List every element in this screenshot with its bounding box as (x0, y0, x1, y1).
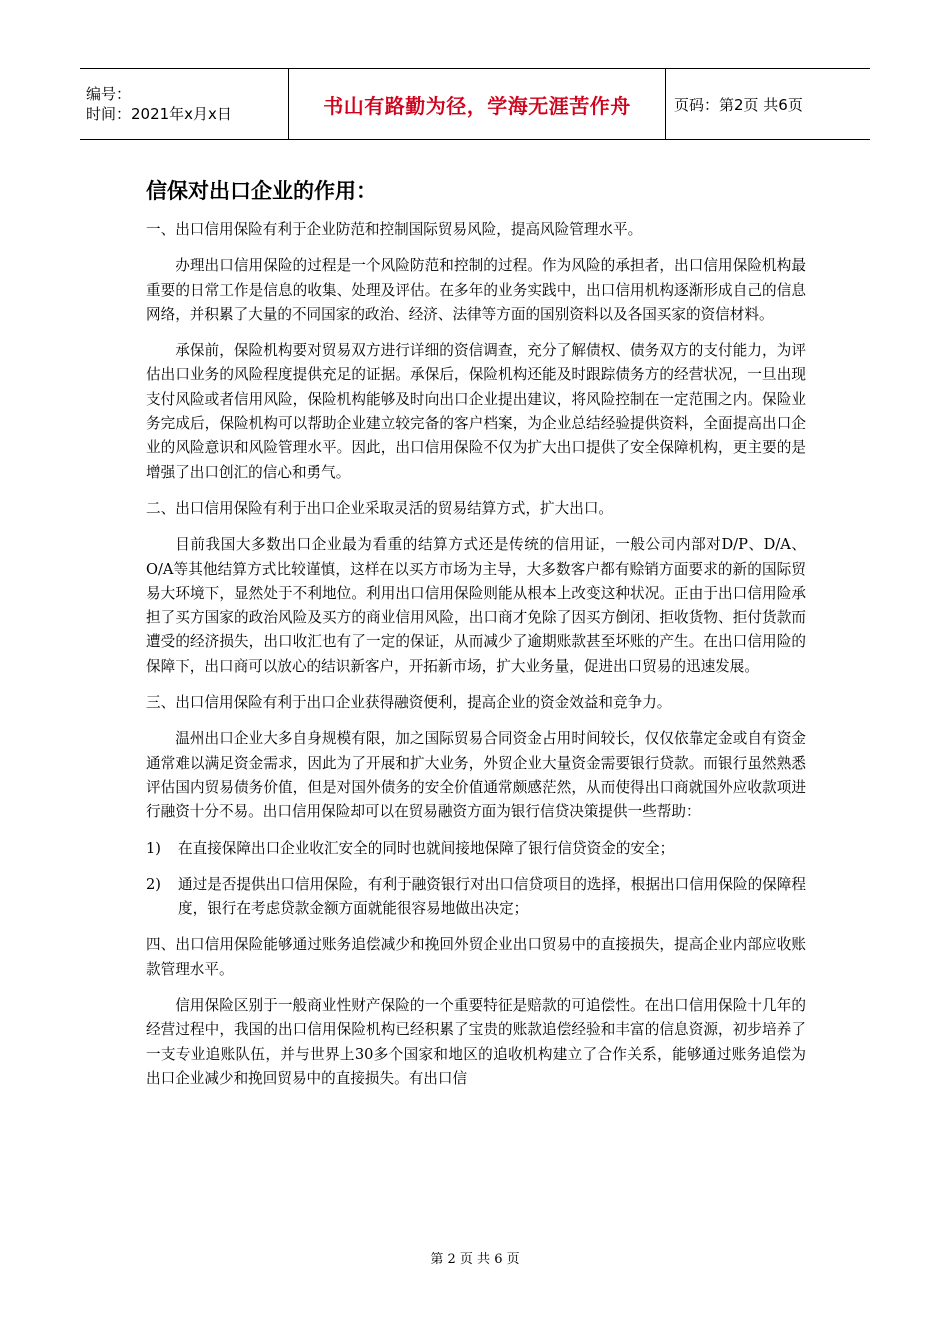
list-item-number: 1) (146, 839, 161, 857)
list-item (146, 837, 806, 861)
document-body (146, 218, 806, 1103)
page-label: 页码：第2页 共6页 (674, 95, 803, 114)
body-paragraph: 承保前，保险机构要对贸易双方进行详细的资信调查，充分了解债权、债务双方的支付能力，为评估出口业务的风险程度提供充足的证据。承保后，保险机构还能及时跟踪债务方的经营状况，一旦出现支付风险或者信用风险，保险机构能够及时向出口企业提出建议，将风险控制在一定范围之内。保险业务完成后，保险机构可以帮助企业建立较完备的客户档案，为企业总结经验提供资料，全面提高出口企业的风险意识和风险管理水平。因此，出口信用保险不仅为扩大出口提供了安全保障机构，更主要的是增强了出口创汇的信心和勇气。 (146, 342, 806, 481)
body-paragraph: 信用保险区别于一般商业性财产保险的一个重要特征是赔款的可追偿性。在出口信用保险十几年的经营过程中，我国的出口信用保险机构已经积累了宝贵的账款追偿经验和丰富的信息资源，初步培养了一支专业追账队伍，并与世界上30多个国家和地区的追收机构建立了合作关系，能够通过账务追偿为出口企业减少和挽回贸易中的直接损失。有出口信 (146, 997, 806, 1087)
motto-text: 书山有路勤为径，学海无涯苦作舟 (323, 93, 631, 118)
number-label: 编号： (86, 85, 132, 103)
section-heading: 一、出口信用保险有利于企业防范和控制国际贸易风险，提高风险管理水平。 (146, 221, 643, 238)
date-label: 时间：2021年x月x日 (86, 105, 232, 123)
document-title: 信保对出口企业的作用： (146, 179, 377, 203)
section-heading: 四、出口信用保险能够通过账务追偿减少和挽回外贸企业出口贸易中的直接损失，提高企业内部应收账款管理水平。 (146, 936, 806, 978)
list-item-text: 在直接保障出口企业收汇安全的同时也就间接地保障了银行信贷资金的安全； (178, 839, 675, 857)
page-header (80, 68, 870, 140)
body-paragraph: 办理出口信用保险的过程是一个风险防范和控制的过程。作为风险的承担者，出口信用保险机构最重要的日常工作是信息的收集、处理及评估。在多年的业务实践中，出口信用机构逐渐形成自己的信息网络，并积累了大量的不同国家的政治、经济、法律等方面的国别资料以及各国买家的资信材料。 (146, 257, 806, 323)
header-motto-cell (289, 69, 666, 139)
list-item-text: 通过是否提供出口信用保险，有利于融资银行对出口信贷项目的选择，根据出口信用保险的保障程度，银行在考虑贷款金额方面就能很容易地做出决定； (178, 875, 806, 918)
section-heading: 二、出口信用保险有利于出口企业采取灵活的贸易结算方式，扩大出口。 (146, 499, 614, 517)
body-paragraph: 目前我国大多数出口企业最为看重的结算方式还是传统的信用证，一般公司内部对D/P、D/A、O/A等其他结算方式比较谨慎，这样在以买方市场为主导，大多数客户都有赊销方面要求的新的国际贸易大环境下，显然处于不利地位。利用出口信用保险则能从根本上改变这种状况。正由于出口信用险承担了买方国家的政治风险及买方的商业信用风险，出口商才免除了因买方倒闭、拒收货物、拒付货款而遭受的经济损失，出口收汇也有了一定的保证，从而减少了逾期账款甚至坏账的产生。在出口信用险的保障下，出口商可以放心的结识新客户，开拓新市场，扩大业务量，促进出口贸易的迅速发展。 (146, 536, 806, 675)
header-meta (80, 69, 289, 139)
header-page-cell (666, 69, 870, 139)
list-item (146, 873, 806, 922)
body-paragraph: 温州出口企业大多自身规模有限，加之国际贸易合同资金占用时间较长，仅仅依靠定金或自有资金通常难以满足资金需求，因此为了开展和扩大业务，外贸企业大量资金需要银行贷款。而银行虽然熟悉评估国内贸易债务价值，但是对国外债务的安全价值通常颇感茫然，从而使得出口商就国外应收款项进行融资十分不易。出口信用保险却可以在贸易融资方面为银行信贷决策提供一些帮助： (146, 730, 806, 821)
list-item-number: 2) (146, 875, 161, 893)
section-heading: 三、出口信用保险有利于出口企业获得融资便利，提高企业的资金效益和竞争力。 (146, 694, 672, 712)
page-footer: 第 2 页 共 6 页 (430, 1252, 520, 1267)
